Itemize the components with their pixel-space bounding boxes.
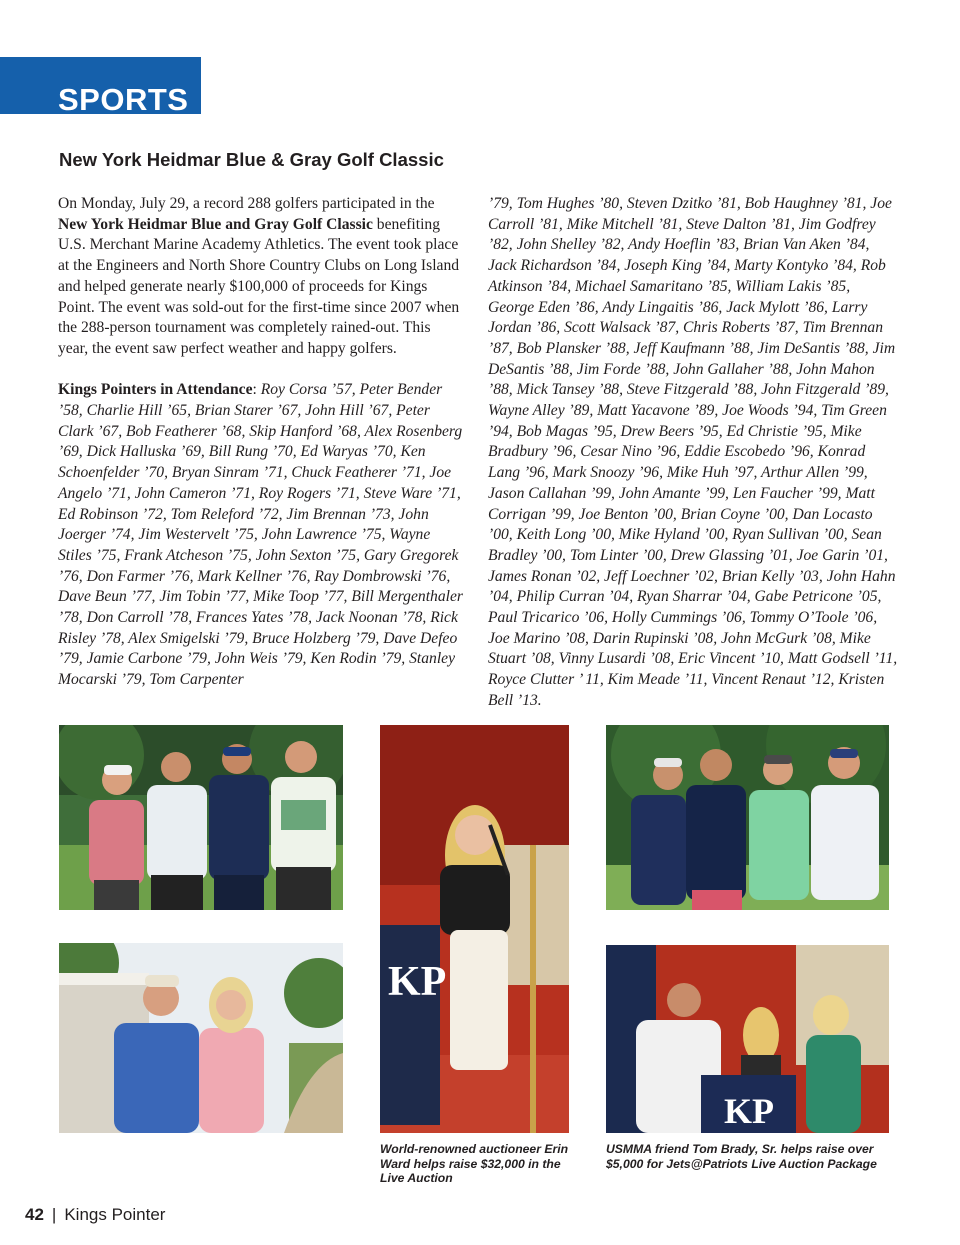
photo-four-golfers-left [59, 725, 343, 910]
article-headline: New York Heidmar Blue & Gray Golf Classic [59, 149, 444, 170]
attendance-paragraph: Kings Pointers in Attendance: Roy Corsa ’57, Peter Bender ’58, Charlie Hill ’65, Brian Starer ’67, John Hill ’67, Peter Clark ’67, Bob Featherer ’68, Skip Hanford ’68, Alex Rosenberg ’69, Dick Halluska ’69, Bill Rung ’70, Ed Waryas ’70, Ken Schoenfelder ’70, Bryan Sinram ’71, Chuck Featherer ’71, Joe Angelo ’71, John Cameron ’71, Roy Rogers ’71, Steve Ware ’71, Ed Robinson ’72, Tom Releford ’72, Jim Brennan ’73, John Joerger ’74, Jim Westervelt ’75, John Lawrence ’75, Wayne Stiles ’75, Frank Atcheson ’75, John Sexton ’75, Gary Gregorek ’76, Don Farmer ’76, Mark Kellner ’76, Ray Dombrowski ’76, Dave Beun ’77, Jim Tobin ’77, Mike Toop ’77, Bill Mergenthaler ’78, Don Carroll ’78, Frances Yates ’78, Jack Noonan ’78, Rick Risley ’78, Alex Smigelski ’79, Bruce Holzberg ’79, Dave Defeo ’79, Jamie Carbone ’79, John Weis ’79, Ken Rodin ’79, Stanley Mocarski ’79, Tom Carpenter [58, 381, 463, 689]
publication-name: Kings Pointer [64, 1205, 166, 1224]
article-column-left [58, 194, 463, 691]
banner-letters-left: KP [388, 959, 447, 1005]
caption-auctioneer: World-renowned auctioneer Erin Ward helps raise $32,000 in the Live Auction [380, 1142, 569, 1185]
attendance-label: Kings Pointers in Attendance [58, 381, 253, 399]
attendee-names-left: Roy Corsa ’57, Peter Bender ’58, Charlie Hill ’65, Brian Starer ’67, John Hill ’67, Peter Clark ’67, Bob Featherer ’68, Skip Hanford ’68, Alex Rosenberg ’69, Dick Halluska ’69, Bill Rung ’70, Ed Waryas ’70, Ken Schoenfelder ’70, Bryan Sinram ’71, Chuck Featherer ’71, Joe Angelo ’71, John Cameron ’71, Roy Rogers ’71, Steve Ware ’71, Ed Robinson ’72, Tom Releford ’72, Jim Brennan ’73, John Joerger ’74, Jim Westervelt ’75, John Lawrence ’75, Wayne Stiles ’75, Frank Atcheson ’75, John Sexton ’75, Gary Gregorek ’76, Don Farmer ’76, Mark Kellner ’76, Ray Dombrowski ’76, Dave Beun ’77, Jim Tobin ’77, Mike Toop ’77, Bill Mergenthaler ’78, Don Carroll ’78, Frances Yates ’78, Jack Noonan ’78, Rick Risley ’78, Alex Smigelski ’79, Bruce Holzberg ’79, Dave Defeo ’79, Jamie Carbone ’79, John Weis ’79, Ken Rodin ’79, Stanley Mocarski ’79, Tom Carpenter [58, 381, 463, 689]
attendee-names-right: ’79, Tom Hughes ’80, Steven Dzitko ’81, Bob Haughney ’81, Joe Carroll ’81, Mike Mitchell ’81, Steve Dalton ’81, Jim Godfrey ’82, John Shelley ’82, Andy Hoeflin ’83, Brian Van Aken ’84, Jack Richardson ’84, Joseph King ’84, Marty Kontyko ’84, Rob Atkinson ’84, Michael Samaritano ’85, William Lakis ’85, George Eden ’86, Andy Lingaitis ’86, Jack Mylott ’86, Larry Jordan ’86, Scott Walsack ’87, Chris Roberts ’87, Tim Brennan ’87, Bob Plansker ’88, Jeff Kaufmann ’88, Jim DeSantis ’88, Jim DeSantis ’88, Jim Forde ’88, John Gallaher ’88, John Mahon ’88, Mick Tansey ’88, Steve Fitzgerald ’88, John Fitzgerald ’89, Wayne Alley ’89, Matt Yacavone ’89, Joe Woods ’94, Tim Green ’94, Bob Magas ’95, Drew Beers ’95, Ed Christie ’95, Mike Bradbury ’96, Cesar Nino ’96, Eddie Escobedo ’96, Konrad Lang ’96, Mark Snoozy ’96, Mike Huh ’97, Arthur Allen ’99, Jason Callahan ’99, John Amante ’99, Len Faucher ’99, Matt Corrigan ’99, Joe Benton ’00, Brian Coyne ’00, Dan Locasto ’00, Keith Long ’00, Mike Hyland ’00, Ryan Sullivan ’00, Sean Bradley ’00, Tom Linter ’00, Drew Glassing ’01, Joe Garin ’01, James Ronan ’02, Jeff Loechner ’02, Brian Kelly ’03, John Hahn ’04, Philip Curran ’04, Ryan Sharrar ’04, Gabe Petricone ’05, Paul Tricarico ’06, Holly Cummings ’06, Tommy O’Toole ’06, Joe Marino ’08, Darin Rupinski ’08, John McGurk ’08, Mike Stuart ’08, Vinny Lusardi ’08, Eric Vincent ’10, Matt Godsell ’11, Royce Clutter ’ 11, Kim Meade ’11, Vincent Renaut ’12, Kristen Bell ’13. [488, 195, 898, 709]
photo-auction-speaker [606, 945, 889, 1133]
intro-paragraph: On Monday, July 29, a record 288 golfers participated in the New York Heidmar Blue and Gray Golf Classic benefiting U.S. Merchant Marine Academy Athletics. The event took place at the Engineers and North Shore Country Clubs on Long Island and helped generate nearly $100,000 of proceeds for Kings Point. The event was sold-out for the first-time since 2007 when the 288-person tournament was completely rained-out. This year, the event saw perfect weather and happy golfers. [58, 195, 460, 357]
article-column-right [488, 194, 898, 712]
page-number: 42 [25, 1205, 44, 1224]
caption-brady: USMMA friend Tom Brady, Sr. helps raise over $5,000 for Jets@Patriots Live Auction Package [606, 1142, 877, 1171]
section-tab [0, 57, 201, 117]
footer-separator: | [51, 1205, 57, 1224]
event-name: New York Heidmar Blue and Gray Golf Classic [58, 215, 373, 233]
banner-letters-right: KP [724, 1091, 774, 1131]
section-label: SPORTS [58, 82, 189, 117]
page-footer [25, 1205, 165, 1225]
photo-auctioneer [380, 725, 569, 1133]
photo-four-golfers-right [606, 725, 889, 910]
photo-couple-golf-cart [59, 943, 343, 1133]
